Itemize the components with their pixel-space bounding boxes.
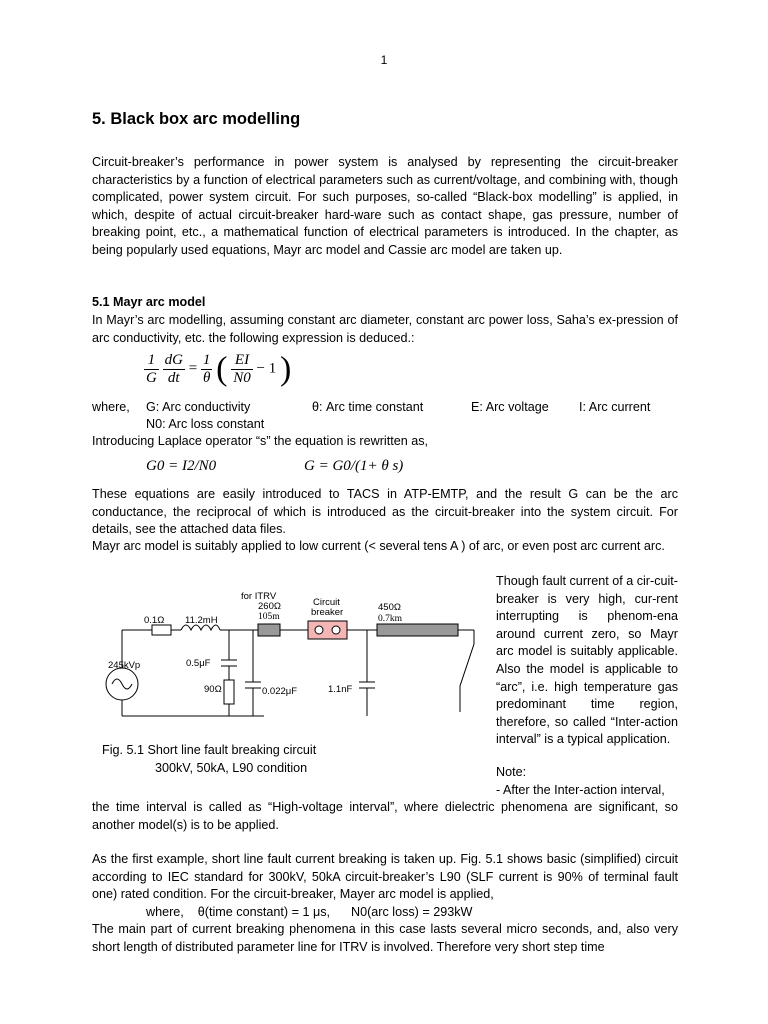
- slf-circuit-diagram: [88, 586, 490, 746]
- side-paragraph: Though fault current of a cir-cuit-breaker is very high, cur-rent interrupting is phenom-ena around current zero, so Mayr arc model is suitably applicable. Also the model is applicable to “arc”, i.e. high temperature gas predominant time region, therefore, so called “Inter-action interval” is a typical application.: [496, 574, 678, 747]
- equation-g: G = G0/(1+ θ s): [304, 458, 404, 474]
- eq-paren-close: ): [279, 350, 292, 388]
- circuit-breaker-icon: [308, 621, 347, 639]
- label-source: 245kVp: [108, 660, 141, 671]
- def-theta: θ: Arc time constant: [312, 400, 424, 414]
- eq-denominator: N0: [233, 370, 251, 386]
- label-cb-1: Circuit: [313, 597, 340, 608]
- intro-paragraph: Circuit-breaker’s performance in power system is analysed by representing the circuit-breaker characteristics by a function of electrical parameters such as current/voltage, and combining with, though complicated, power system circuit. For such purposes, so-called “Black-box modelling” is applied, in which, despite of actual circuit-breaker hard-ware such as contact shape, gas pressure, number of breaking point, etc., a mathematical function of electrical parameters is introduced. In the chapter, as being popularly used equations, Mayr arc model and Cassie arc model are taken up.: [92, 155, 678, 257]
- label-line-len: 0.7km: [378, 614, 403, 624]
- eq-numerator: 1: [144, 352, 159, 370]
- label-c3: 1.1nF: [328, 684, 353, 695]
- note-label: Note:: [496, 765, 527, 779]
- label-c1: 0.5μF: [186, 658, 211, 669]
- label-line-z: 450Ω: [378, 602, 401, 613]
- eq-numerator: 1: [202, 352, 211, 368]
- tacs-paragraph: These equations are easily introduced to TACS in ATP-EMTP, and the result G can be the arc conductance, the reciprocal of which is introduced as the circuit-breaker into the system circuit. For details, see the attached data files.: [92, 487, 678, 537]
- capacitor-icon: [359, 682, 375, 688]
- section-title: 5.1 Mayr arc model: [92, 295, 206, 309]
- note-line: - After the Inter-action interval,: [496, 783, 665, 797]
- label-itrv-z: 260Ω: [258, 601, 281, 612]
- eq-paren-open: (: [216, 350, 228, 388]
- eq-frac-EI-N0: [231, 352, 253, 387]
- def-n0: N0: Arc loss constant: [146, 417, 265, 431]
- eq-denominator: θ: [202, 370, 211, 386]
- example-paragraph: As the first example, short line fault current breaking is taken up. Fig. 5.1 shows basic (simplified) circuit according to IEC standard for 300kV, 50kA circuit-breaker’s L90 (SLF current is 90% of terminal fault one) rated condition. For the circuit-breaker, Mayer arc model is applied,: [92, 852, 678, 902]
- mayr-low-current-paragraph: Mayr arc model is suitably applied to low current (< several tens A ) of arc, or even post arc current arc.: [92, 539, 665, 553]
- section-intro-paragraph: In Mayr’s arc modelling, assuming constant arc diameter, constant arc power loss, Saha’s ex-pression of arc conductivity, etc. the following expression is deduced.:: [92, 313, 678, 345]
- mayr-equation: [144, 352, 291, 387]
- label-r2: 90Ω: [204, 684, 222, 695]
- eq-minus-one: − 1: [256, 360, 277, 377]
- last-paragraph: The main part of current breaking phenomena in this case lasts several micro seconds, and, also very short length of distributed parameter line for ITRV is involved. Therefore very short step time: [92, 922, 678, 954]
- equation-g0: G0 = I2/N0: [146, 458, 217, 474]
- note-continuation: the time interval is called as “High-voltage interval”, where dielectric phenomena are significant, so another model(s) is to be applied.: [92, 800, 678, 832]
- transmission-line-icon: [377, 624, 458, 636]
- def-e: E: Arc voltage: [471, 400, 549, 414]
- figure-caption-line2: 300kV, 50kA, L90 condition: [155, 761, 308, 775]
- label-r1: 0.1Ω: [144, 615, 165, 626]
- eq-frac-1-over-theta: [201, 352, 213, 387]
- where-label: where,: [92, 400, 130, 414]
- eq-denominator: dt: [167, 370, 180, 386]
- eq-denominator: G: [146, 370, 157, 386]
- eq-frac-1-over-G: [144, 352, 159, 387]
- label-itrv: for ITRV: [241, 591, 277, 602]
- page-title: 5. Black box arc modelling: [92, 110, 301, 128]
- label-itrv-len: 105m: [258, 612, 280, 622]
- label-l1: 11.2mH: [185, 615, 218, 626]
- eq-numerator: dG: [164, 352, 183, 368]
- eq-numerator: EI: [231, 352, 253, 370]
- eq-frac-dG-dt: [163, 352, 185, 387]
- capacitor-icon: [221, 660, 237, 666]
- label-c2: 0.022μF: [262, 686, 298, 697]
- eq-equals: =: [188, 360, 198, 377]
- def-i: I: Arc current: [579, 400, 651, 414]
- laplace-text: Introducing Laplace operator “s” the equation is rewritten as,: [92, 434, 429, 448]
- capacitor-icon: [245, 682, 261, 688]
- figure-caption-line1: Fig. 5.1 Short line fault breaking circuit: [102, 743, 317, 757]
- label-cb-2: breaker: [311, 607, 344, 618]
- itrv-line-icon: [258, 624, 280, 636]
- page-number: 1: [380, 53, 388, 67]
- resistor-icon: [152, 625, 171, 635]
- resistor-icon: [224, 680, 234, 704]
- where-params: where, θ(time constant) = 1 μs, N0(arc loss) = 293kW: [146, 905, 473, 919]
- def-g: G: Arc conductivity: [146, 400, 251, 414]
